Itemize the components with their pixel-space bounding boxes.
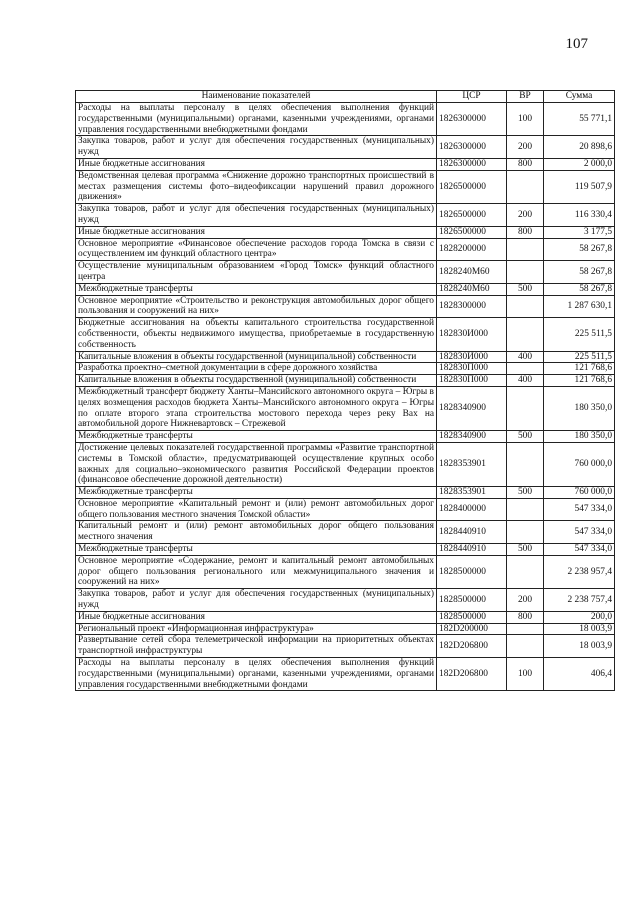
cell-sum: 200,0 — [544, 611, 615, 623]
cell-vr — [507, 295, 544, 318]
table-row — [76, 238, 615, 261]
cell-csr: 182D206800 — [437, 658, 507, 691]
cell-sum: 547 334,0 — [544, 498, 615, 521]
table-row — [76, 623, 615, 635]
cell-vr: 800 — [507, 611, 544, 623]
cell-vr: 400 — [507, 375, 544, 387]
cell-name: Разработка проектно–сметной документации в сфере дорожного хозяйства — [76, 363, 437, 375]
cell-name: Иные бюджетные ассигнования — [76, 611, 437, 623]
cell-name: Капитальные вложения в объекты государственной (муниципальной) собственности — [76, 351, 437, 363]
page-number: 107 — [565, 36, 588, 52]
table-row — [76, 487, 615, 499]
cell-name: Закупка товаров, работ и услуг для обеспечения государственных (муниципальных) нужд — [76, 204, 437, 227]
cell-vr — [507, 318, 544, 351]
cell-name: Капитальные вложения в объекты государственной (муниципальной) собственности — [76, 375, 437, 387]
table-row — [76, 521, 615, 544]
table-row — [76, 103, 615, 136]
cell-csr: 1826300000 — [437, 136, 507, 159]
cell-name: Межбюджетный трансферт бюджету Ханты–Мансийского автономного округа – Югры в целях возмещения расходов бюджета Ханты–Мансийского автономного округа – Югры по оплате второго этапа строительства мостового перехода через реку Вах на автомобильной дороге Нижневартовск – Стрежевой — [76, 386, 437, 430]
cell-vr: 200 — [507, 204, 544, 227]
cell-csr: 1828353901 — [437, 442, 507, 486]
cell-csr: 1828353901 — [437, 487, 507, 499]
cell-name: Межбюджетные трансферты — [76, 487, 437, 499]
cell-csr: 182830И000 — [437, 351, 507, 363]
table-body — [76, 103, 615, 691]
cell-name: Основное мероприятие «Капитальный ремонт и (или) ремонт автомобильных дорог общего пользования местного значения Томской области» — [76, 498, 437, 521]
cell-csr: 1828500000 — [437, 555, 507, 588]
cell-vr: 500 — [507, 431, 544, 443]
cell-vr: 500 — [507, 283, 544, 295]
table-row — [76, 498, 615, 521]
table-row — [76, 318, 615, 351]
table-row — [76, 351, 615, 363]
cell-csr: 1826300000 — [437, 158, 507, 170]
cell-vr — [507, 238, 544, 261]
cell-csr: 1828200000 — [437, 238, 507, 261]
cell-csr: 1828400000 — [437, 498, 507, 521]
cell-sum: 180 350,0 — [544, 386, 615, 430]
cell-sum: 58 267,8 — [544, 238, 615, 261]
cell-name: Иные бюджетные ассигнования — [76, 226, 437, 238]
table-row — [76, 589, 615, 612]
cell-name: Основное мероприятие «Финансовое обеспечение расходов города Томска в связи с осуществлением им функций областного центра» — [76, 238, 437, 261]
cell-name: Расходы на выплаты персоналу в целях обеспечения выполнения функций государственными (муниципальными) органами, казенными учреждениями, органами управления государственными внебюджетными фондами — [76, 658, 437, 691]
cell-vr — [507, 386, 544, 430]
cell-name: Закупка товаров, работ и услуг для обеспечения государственных (муниципальных) нужд — [76, 136, 437, 159]
cell-csr: 182D200000 — [437, 623, 507, 635]
cell-name: Достижение целевых показателей государственной программы «Развитие транспортной системы в Томской области», предусматривающей осуществление крупных особо важных для социально–экономического развития Российской Федерации проектов (финансовое обеспечение дорожной деятельности) — [76, 442, 437, 486]
table-row — [76, 442, 615, 486]
cell-vr — [507, 363, 544, 375]
cell-sum: 119 507,9 — [544, 170, 615, 203]
cell-sum: 180 350,0 — [544, 431, 615, 443]
cell-vr: 200 — [507, 589, 544, 612]
table-row — [76, 658, 615, 691]
header-vr: ВР — [507, 91, 544, 103]
cell-name: Иные бюджетные ассигнования — [76, 158, 437, 170]
header-name: Наименование показателей — [76, 91, 437, 103]
cell-csr: 1828440910 — [437, 521, 507, 544]
table-row — [76, 635, 615, 658]
cell-vr: 500 — [507, 544, 544, 556]
header-sum: Сумма — [544, 91, 615, 103]
header-csr: ЦСР — [437, 91, 507, 103]
cell-csr: 182830П000 — [437, 375, 507, 387]
cell-name: Региональный проект «Информационная инфраструктура» — [76, 623, 437, 635]
cell-name: Расходы на выплаты персоналу в целях обеспечения выполнения функций государственными (муниципальными) органами, казенными учреждениями, органами управления государственными внебюджетными фондами — [76, 103, 437, 136]
cell-sum: 121 768,6 — [544, 375, 615, 387]
cell-csr: 1828300000 — [437, 295, 507, 318]
cell-csr: 1826500000 — [437, 204, 507, 227]
cell-vr: 500 — [507, 487, 544, 499]
cell-csr: 1828500000 — [437, 589, 507, 612]
cell-sum: 116 330,4 — [544, 204, 615, 227]
cell-sum: 55 771,1 — [544, 103, 615, 136]
cell-csr: 182830П000 — [437, 363, 507, 375]
table-row — [76, 555, 615, 588]
cell-sum: 406,4 — [544, 658, 615, 691]
cell-sum: 20 898,6 — [544, 136, 615, 159]
cell-name: Основное мероприятие «Строительство и реконструкция автомобильных дорог общего пользования и сооружений на них» — [76, 295, 437, 318]
cell-sum: 547 334,0 — [544, 544, 615, 556]
cell-csr: 1828340900 — [437, 386, 507, 430]
cell-name: Основное мероприятие «Содержание, ремонт и капитальный ремонт автомобильных дорог общего пользования регионального или межмуниципального значения и сооружений на них» — [76, 555, 437, 588]
cell-sum: 760 000,0 — [544, 487, 615, 499]
cell-csr: 1828240М60 — [437, 261, 507, 284]
table-row — [76, 386, 615, 430]
table-row — [76, 226, 615, 238]
cell-sum: 2 238 957,4 — [544, 555, 615, 588]
cell-vr: 400 — [507, 351, 544, 363]
cell-vr — [507, 261, 544, 284]
cell-vr — [507, 442, 544, 486]
cell-csr: 1826500000 — [437, 226, 507, 238]
cell-csr: 182D206800 — [437, 635, 507, 658]
cell-csr: 1828340900 — [437, 431, 507, 443]
table-row — [76, 283, 615, 295]
table-row — [76, 375, 615, 387]
table-row — [76, 295, 615, 318]
cell-sum: 760 000,0 — [544, 442, 615, 486]
cell-sum: 1 287 630,1 — [544, 295, 615, 318]
table-row — [76, 261, 615, 284]
cell-csr: 1828240М60 — [437, 283, 507, 295]
cell-name: Закупка товаров, работ и услуг для обеспечения государственных (муниципальных) нужд — [76, 589, 437, 612]
cell-sum: 121 768,6 — [544, 363, 615, 375]
cell-sum: 18 003,9 — [544, 623, 615, 635]
cell-vr — [507, 555, 544, 588]
cell-sum: 2 238 757,4 — [544, 589, 615, 612]
budget-table — [75, 90, 615, 691]
table-row — [76, 544, 615, 556]
cell-csr: 1826500000 — [437, 170, 507, 203]
cell-vr — [507, 623, 544, 635]
cell-sum: 58 267,8 — [544, 283, 615, 295]
table-row — [76, 204, 615, 227]
cell-sum: 58 267,8 — [544, 261, 615, 284]
cell-vr: 100 — [507, 658, 544, 691]
cell-csr: 182830И000 — [437, 318, 507, 351]
cell-vr: 200 — [507, 136, 544, 159]
cell-name: Межбюджетные трансферты — [76, 544, 437, 556]
cell-name: Бюджетные ассигнования на объекты капитального строительства государственной собственности, объекты недвижимого имущества, приобретаемые в государственную собственность — [76, 318, 437, 351]
cell-sum: 2 000,0 — [544, 158, 615, 170]
cell-vr: 100 — [507, 103, 544, 136]
cell-csr: 1828440910 — [437, 544, 507, 556]
cell-sum: 225 511,5 — [544, 318, 615, 351]
table-row — [76, 170, 615, 203]
table-row — [76, 136, 615, 159]
cell-name: Развертывание сетей сбора телеметрической информации на приоритетных объектах транспортной инфраструктуры — [76, 635, 437, 658]
table-row — [76, 611, 615, 623]
cell-sum: 225 511,5 — [544, 351, 615, 363]
cell-vr: 800 — [507, 226, 544, 238]
cell-csr: 1826300000 — [437, 103, 507, 136]
cell-vr — [507, 635, 544, 658]
table-row — [76, 363, 615, 375]
cell-vr — [507, 521, 544, 544]
table-header — [76, 91, 615, 103]
header-row — [76, 91, 615, 103]
cell-name: Межбюджетные трансферты — [76, 431, 437, 443]
table-row — [76, 158, 615, 170]
cell-name: Капитальный ремонт и (или) ремонт автомобильных дорог общего пользования местного значения — [76, 521, 437, 544]
cell-sum: 18 003,9 — [544, 635, 615, 658]
cell-name: Осуществление муниципальным образованием «Город Томск» функций областного центра — [76, 261, 437, 284]
cell-name: Ведомственная целевая программа «Снижение дорожно транспортных происшествий в местах размещения системы фото–видеофиксации нарушений правил дорожного движения» — [76, 170, 437, 203]
cell-vr — [507, 498, 544, 521]
cell-name: Межбюджетные трансферты — [76, 283, 437, 295]
cell-sum: 547 334,0 — [544, 521, 615, 544]
cell-sum: 3 177,5 — [544, 226, 615, 238]
cell-vr — [507, 170, 544, 203]
cell-csr: 1828500000 — [437, 611, 507, 623]
table-row — [76, 431, 615, 443]
cell-vr: 800 — [507, 158, 544, 170]
